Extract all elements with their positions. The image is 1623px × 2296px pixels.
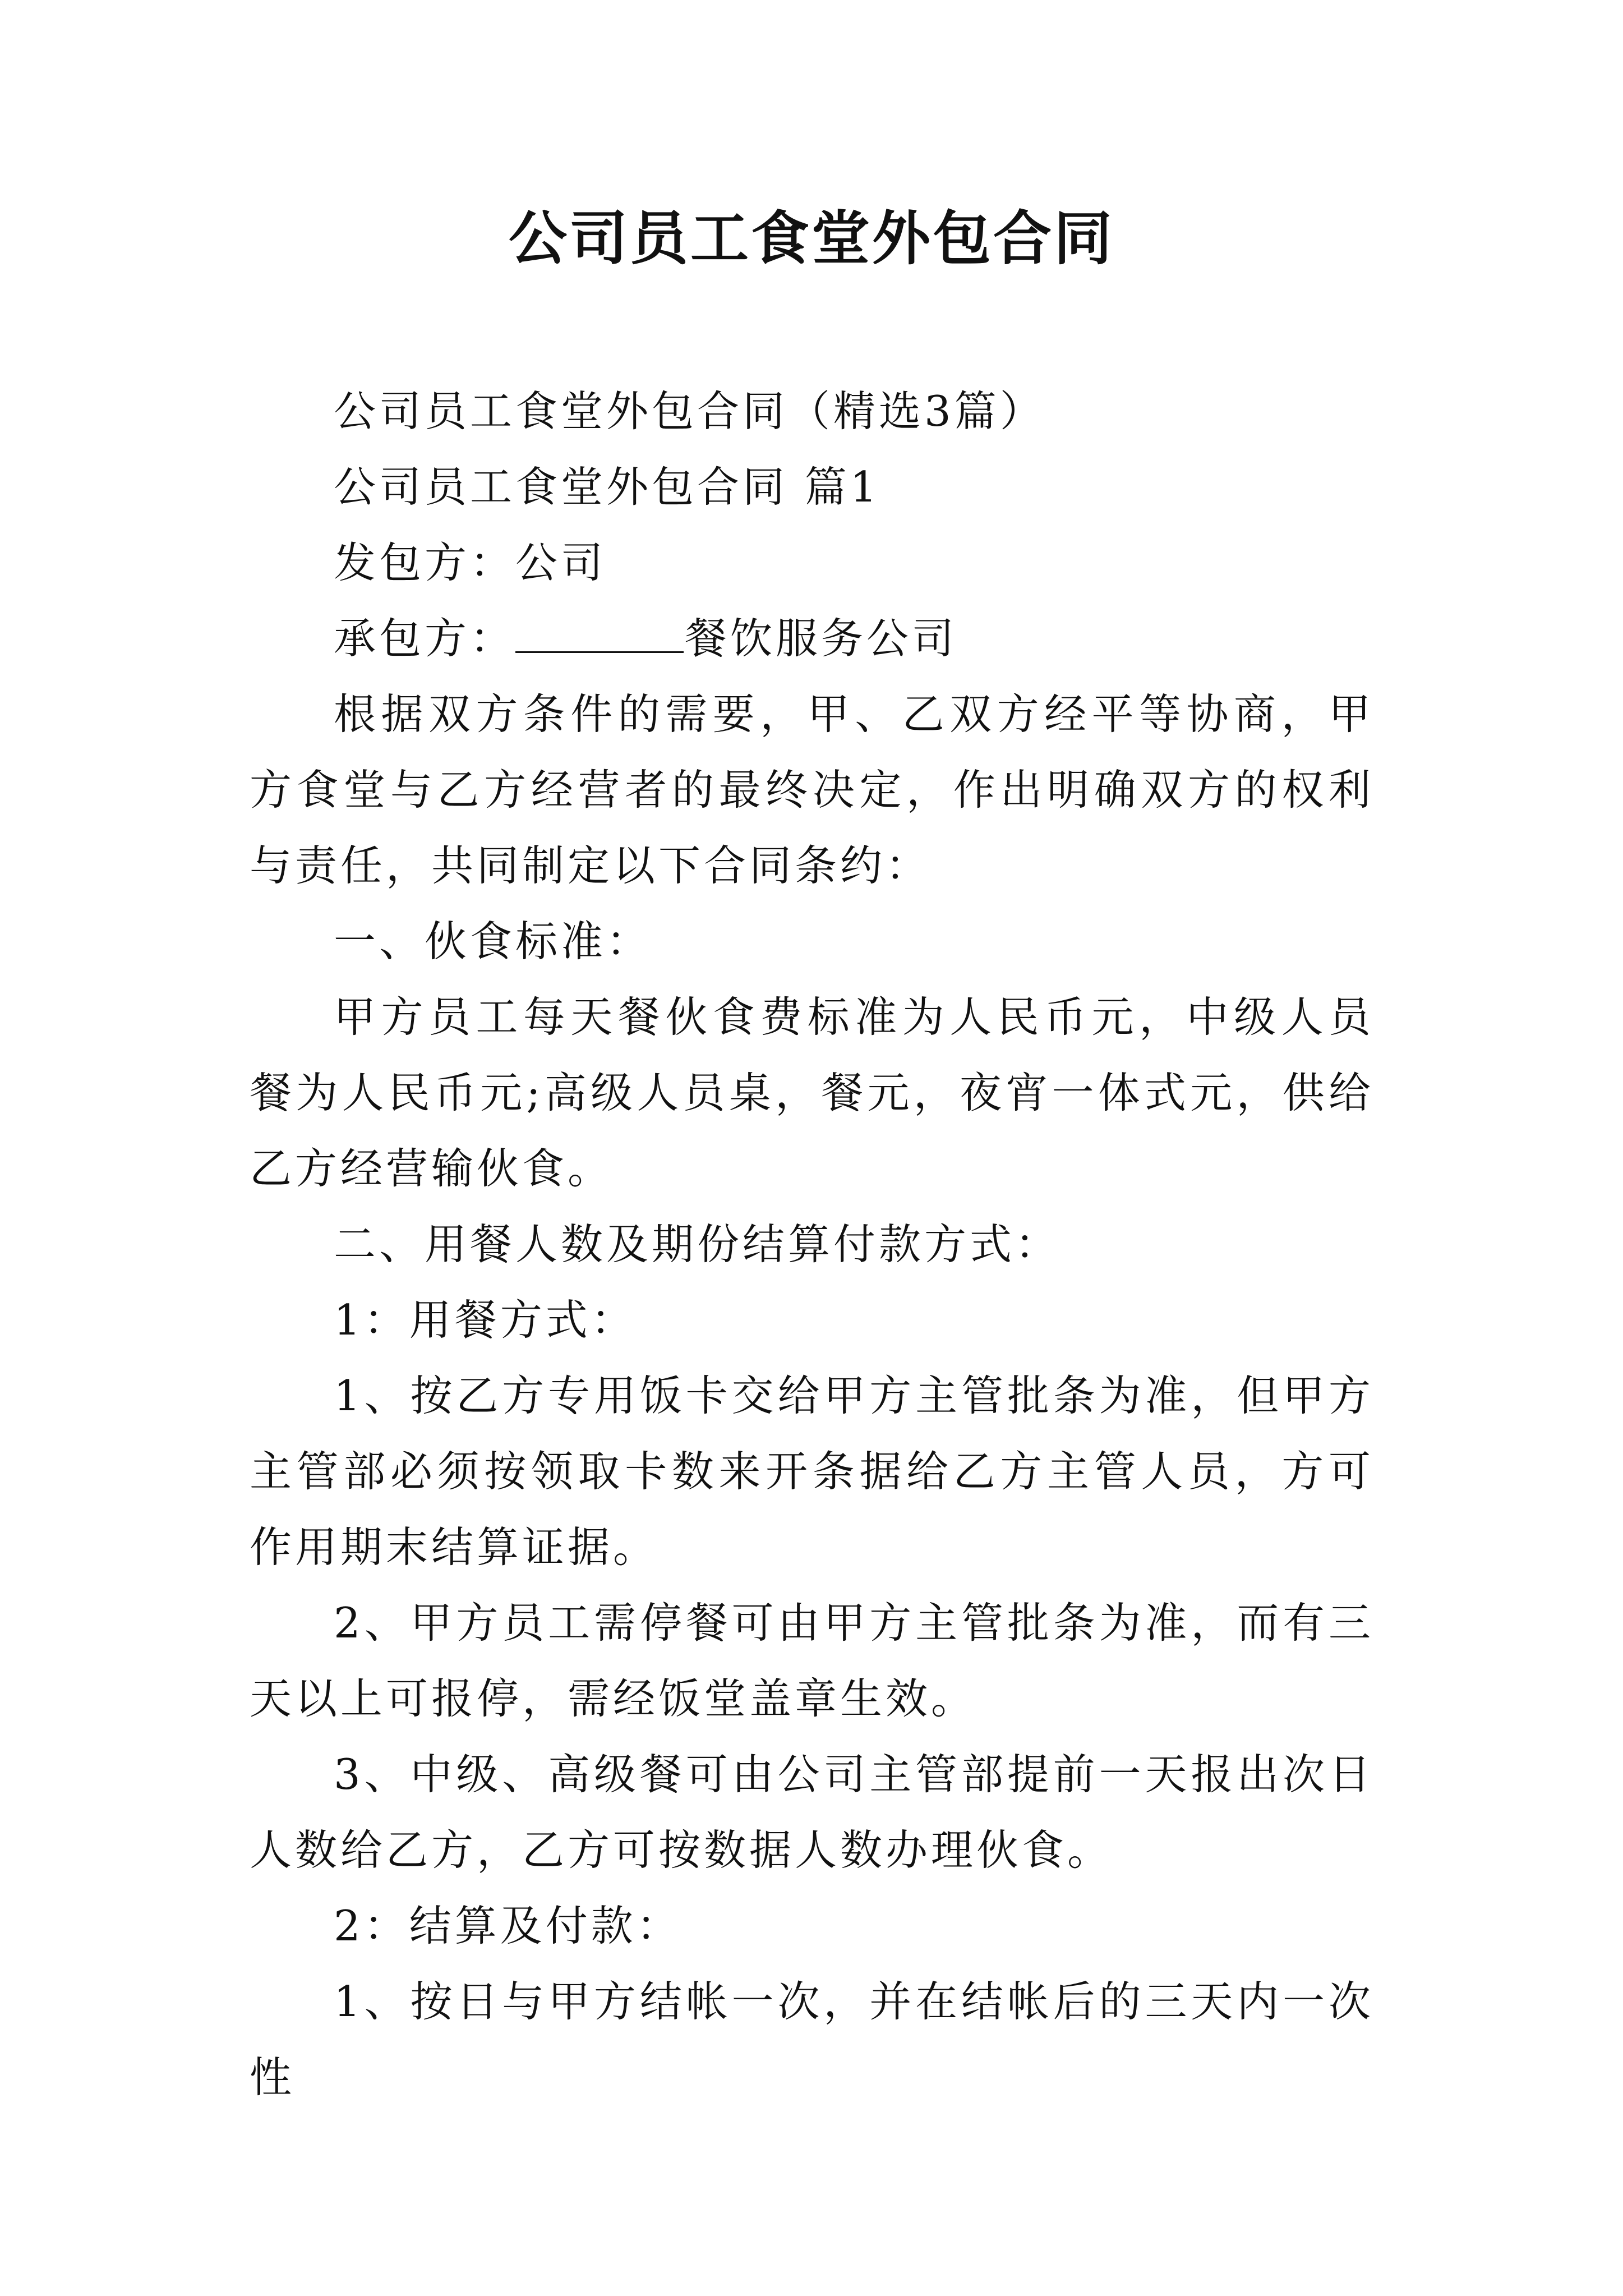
document-body <box>250 374 1374 2115</box>
subsection-1-item-2: 2、甲方员工需停餐可由甲方主管批条为准，而有三天以上可报停，需经饭堂盖章生效。 <box>250 1598 1374 1723</box>
blank-underline <box>515 606 684 653</box>
subsection-1-item-3: 3、中级、高级餐可由公司主管部提前一天报出次日人数给乙方，乙方可按数据人数办理伙食。 <box>250 1750 1374 1875</box>
document-title: 公司员工食堂外包合同 <box>508 204 1114 273</box>
subsection-2-item-1: 1、按日与甲方结帐一次，并在结帐后的三天内一次性 <box>250 1977 1374 2102</box>
subsection-1-item-1: 1、按乙方专用饭卡交给甲方主管批条为准，但甲方主管部必须按领取卡数来开条据给乙方主管人员，方可作用期末结算证据。 <box>250 1371 1374 1572</box>
subsection-1-heading: 1：用餐方式： <box>334 1295 637 1345</box>
section-1-paragraph: 甲方员工每天餐伙食费标准为人民币元，中级人员餐为人民币元;高级人员桌，餐元，夜宵一体式元，供给乙方经营输伙食。 <box>250 992 1374 1193</box>
section-2-heading: 二、用餐人数及期份结算付款方式： <box>334 1220 1061 1269</box>
subtitle: 公司员工食堂外包合同（精选3篇） <box>334 386 1045 436</box>
part-heading: 公司员工食堂外包合同 篇1 <box>334 462 880 512</box>
party-b-line <box>250 601 1374 677</box>
party-a-line: 发包方：公司 <box>334 538 607 587</box>
subsection-2-heading: 2：结算及付款： <box>334 1901 682 1950</box>
party-b-label: 承包方： <box>334 614 516 663</box>
section-1-heading: 一、伙食标准： <box>334 917 652 966</box>
party-b-name: 餐饮服务公司 <box>685 614 958 663</box>
intro-paragraph: 根据双方条件的需要，甲、乙双方经平等协商，甲方食堂与乙方经营者的最终决定，作出明确双方的权利与责任，共同制定以下合同条约： <box>250 689 1374 890</box>
